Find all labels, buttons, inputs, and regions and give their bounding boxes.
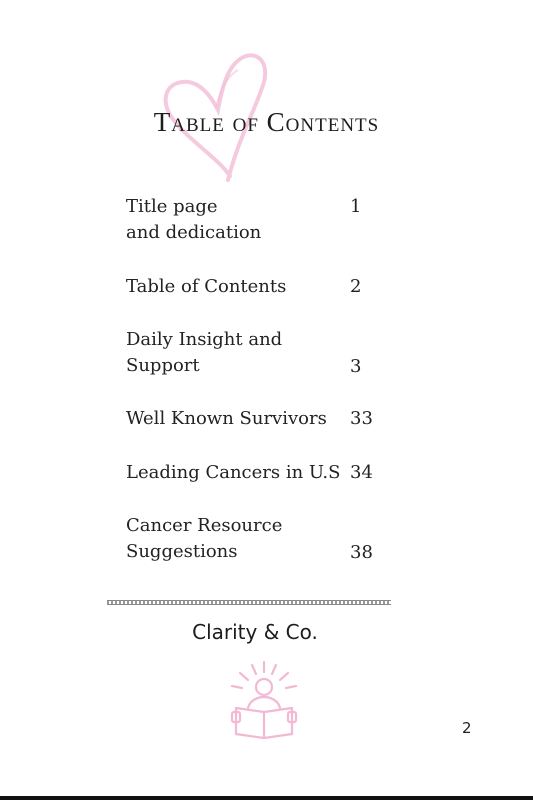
brand-name: Clarity & Co. [192,620,318,644]
toc-entry-line: Suggestions [126,541,238,562]
toc-entry-label [126,194,341,246]
toc-entry-label [126,513,341,565]
toc-entry-page: 33 [350,408,373,429]
toc-entry-page: 34 [350,462,373,483]
toc-entry-line: Title page [126,196,218,217]
page-number: 2 [462,719,472,737]
toc-entry-page: 38 [350,542,373,563]
toc-entry-label [126,327,341,379]
toc-entry-line: Support [126,355,200,376]
toc-entry-page: 2 [350,276,362,297]
toc-entry-line: Table of Contents [126,276,287,297]
toc-entry-label [126,406,341,432]
toc-entry-line: Cancer Resource [126,515,283,536]
toc-entry-label [126,460,341,486]
divider [107,600,391,605]
toc-entry-page: 1 [350,196,362,217]
toc-entry-line: Leading Cancers in U.S [126,462,341,483]
toc-entry-label [126,274,341,300]
toc-entry-line: and dedication [126,222,262,243]
toc-entry-line: Daily Insight and [126,329,283,350]
person-reading-book-icon [224,660,304,740]
toc-entry-line: Well Known Survivors [126,408,327,429]
toc-entry-page: 3 [350,356,362,377]
page-title: Table of Contents [153,107,380,137]
page-bottom-border [0,796,533,800]
